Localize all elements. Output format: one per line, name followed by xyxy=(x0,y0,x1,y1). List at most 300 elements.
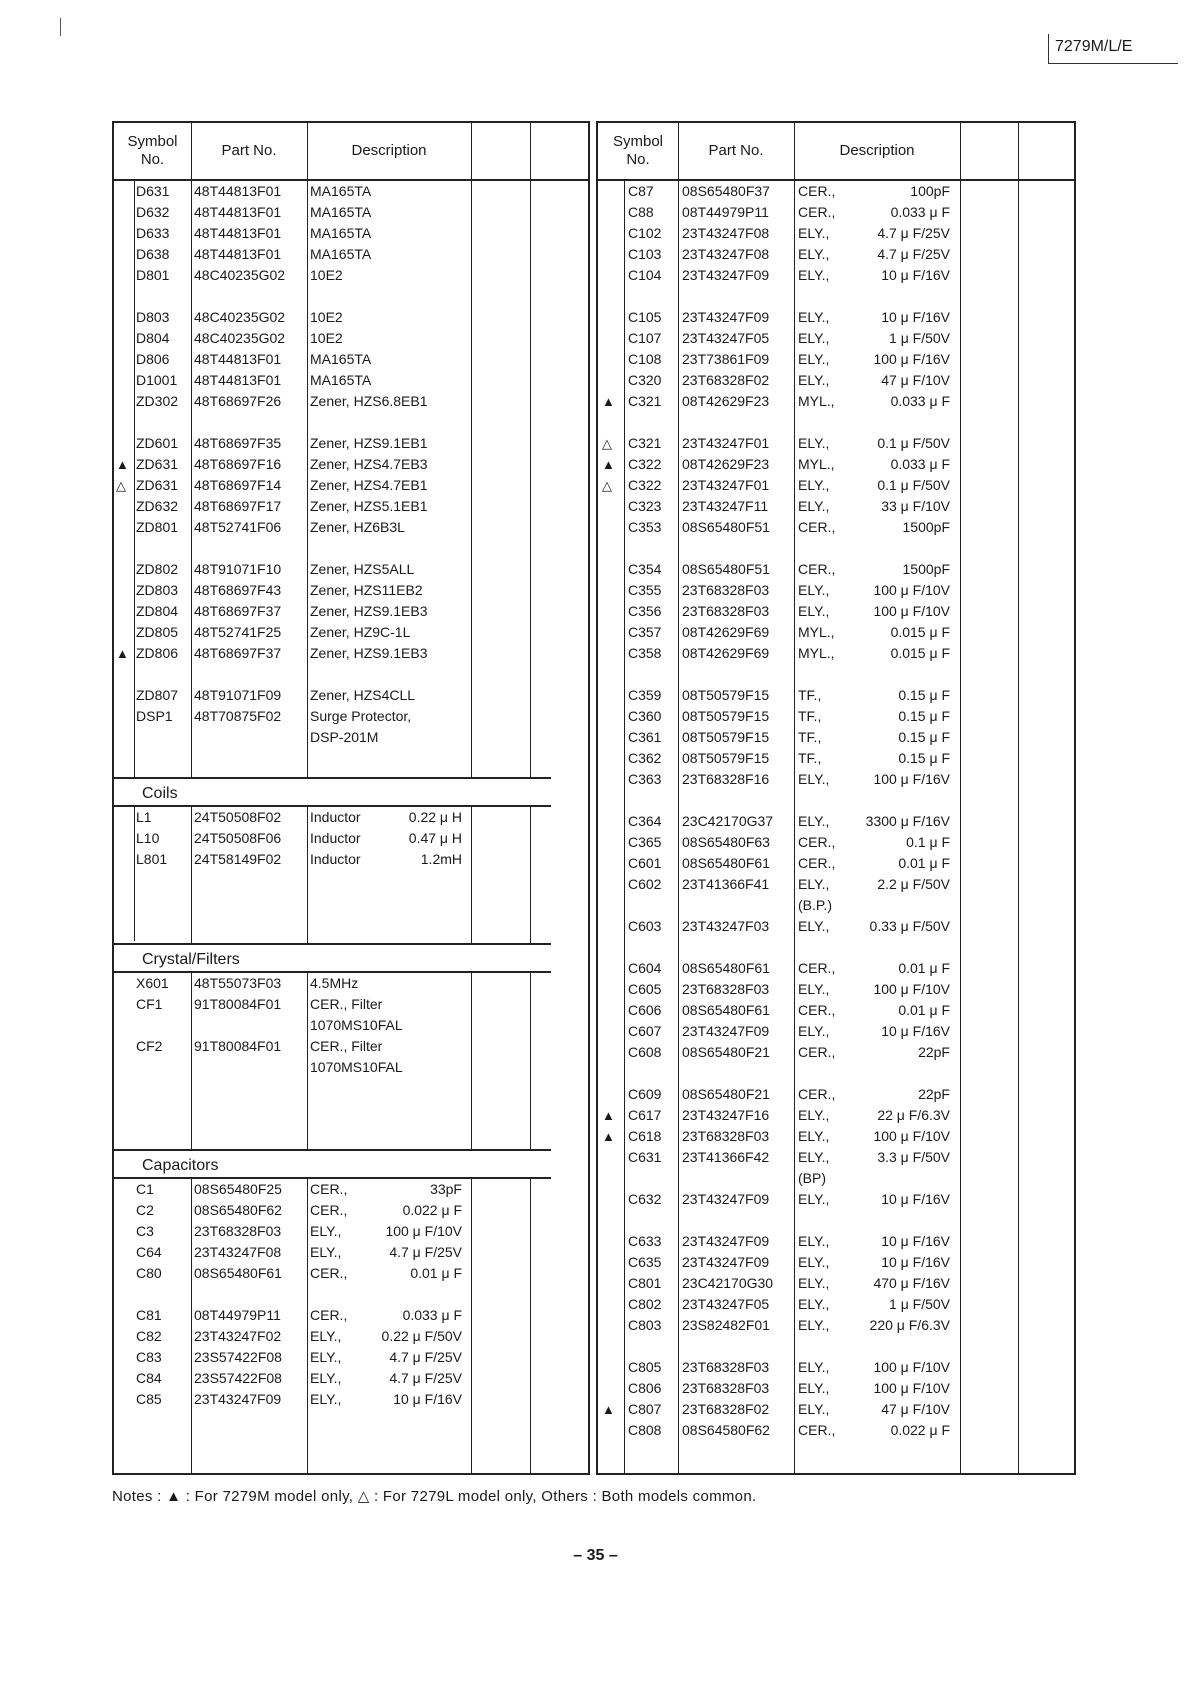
description-cell: MA165TA xyxy=(310,183,372,199)
description-cell: (B.P.) xyxy=(798,897,832,913)
symbol-cell: L1 xyxy=(136,809,152,825)
description-cell: CER., xyxy=(310,1202,348,1218)
table-row xyxy=(598,1168,1074,1189)
description-cell: CER., Filter xyxy=(310,996,383,1012)
table-row xyxy=(114,622,588,643)
symbol-cell: C85 xyxy=(136,1391,162,1407)
value-cell: 1.2mH xyxy=(420,851,462,867)
part-no-cell: 08T50579F15 xyxy=(682,750,770,766)
description-cell: ELY., xyxy=(798,1380,830,1396)
table-row xyxy=(598,244,1074,265)
table-row xyxy=(114,973,588,994)
symbol-cell: C322 xyxy=(628,456,662,472)
table-row xyxy=(114,475,588,496)
description-cell: MYL., xyxy=(798,645,835,661)
col-desc-header: Description xyxy=(839,142,915,159)
symbol-cell: C359 xyxy=(628,687,662,703)
symbol-cell: C363 xyxy=(628,771,662,787)
value-cell: 4.7 μ F/25V xyxy=(389,1370,462,1386)
description-cell: TF., xyxy=(798,750,822,766)
table-row xyxy=(598,1420,1074,1441)
description-cell: ELY., xyxy=(310,1391,342,1407)
description-cell: CER., xyxy=(798,183,836,199)
part-no-cell: 48T68697F16 xyxy=(194,456,282,472)
value-cell: 10 μ F/16V xyxy=(881,309,950,325)
value-cell: 100 μ F/16V xyxy=(873,771,950,787)
part-no-cell: 23T68328F03 xyxy=(682,1380,770,1396)
symbol-cell: C609 xyxy=(628,1086,662,1102)
part-no-cell: 48T44813F01 xyxy=(194,246,282,262)
part-no-cell: 23T43247F01 xyxy=(682,435,770,451)
table-row xyxy=(598,1378,1074,1399)
description-cell: ELY., xyxy=(798,981,830,997)
table-row xyxy=(114,828,588,849)
part-no-cell: 08T50579F15 xyxy=(682,708,770,724)
value-cell: 100 μ F/10V xyxy=(873,582,950,598)
part-no-cell: 08S65480F21 xyxy=(682,1044,770,1060)
value-cell: 0.47 μ H xyxy=(408,830,462,846)
description-cell: ELY., xyxy=(798,498,830,514)
description-cell: CER., xyxy=(798,1044,836,1060)
symbol-cell: C602 xyxy=(628,876,662,892)
description-cell: CER., xyxy=(798,204,836,220)
table-row xyxy=(598,1231,1074,1252)
part-no-cell: 23T43247F09 xyxy=(194,1391,282,1407)
part-no-cell: 23T68328F03 xyxy=(682,1128,770,1144)
symbol-cell: ZD801 xyxy=(136,519,179,535)
symbol-cell: CF1 xyxy=(136,996,163,1012)
description-cell: CER., xyxy=(798,855,836,871)
description-cell: 10E2 xyxy=(310,309,343,325)
symbol-cell: ZD805 xyxy=(136,624,179,640)
value-cell: 47 μ F/10V xyxy=(881,372,950,388)
part-no-cell: 23T68328F02 xyxy=(682,372,770,388)
part-no-cell: 48T91071F09 xyxy=(194,687,282,703)
table-row xyxy=(114,1284,588,1305)
symbol-cell: C102 xyxy=(628,225,662,241)
value-cell: 0.22 μ F/50V xyxy=(381,1328,462,1344)
description-cell: CER., Filter xyxy=(310,1038,383,1054)
table-row xyxy=(114,349,588,370)
description-cell: ELY., xyxy=(798,1317,830,1333)
part-no-cell: 23T73861F09 xyxy=(682,351,770,367)
value-cell: 33 μ F/10V xyxy=(881,498,950,514)
symbol-cell: C80 xyxy=(136,1265,162,1281)
part-no-cell: 24T50508F02 xyxy=(194,809,282,825)
value-cell: 100 μ F/10V xyxy=(873,1359,950,1375)
table-row xyxy=(598,790,1074,811)
symbol-cell: C1 xyxy=(136,1181,154,1197)
part-no-cell: 08T42629F23 xyxy=(682,456,770,472)
value-cell: 22pF xyxy=(918,1086,950,1102)
table-row xyxy=(598,223,1074,244)
model-label: 7279M/L/E xyxy=(1048,34,1178,64)
value-cell: 0.1 μ F xyxy=(906,834,950,850)
description-cell: TF., xyxy=(798,687,822,703)
part-no-cell: 23C42170G30 xyxy=(682,1275,774,1291)
description-cell: ELY., xyxy=(798,1149,830,1165)
description-cell: MA165TA xyxy=(310,351,372,367)
description-cell: ELY., xyxy=(310,1244,342,1260)
description-cell: CER., xyxy=(798,561,836,577)
symbol-cell: C104 xyxy=(628,267,662,283)
table-row xyxy=(598,979,1074,1000)
part-no-cell: 23T43247F11 xyxy=(682,498,769,514)
table-row xyxy=(598,454,1074,475)
symbol-cell: C606 xyxy=(628,1002,662,1018)
description-cell: 10E2 xyxy=(310,267,343,283)
part-no-cell: 48C40235G02 xyxy=(194,330,286,346)
description-cell: Zener, HZS9.1EB3 xyxy=(310,603,428,619)
symbol-cell: C322 xyxy=(628,477,662,493)
description-cell: TF., xyxy=(798,729,822,745)
symbol-cell: C603 xyxy=(628,918,662,934)
part-no-cell: 48T68697F37 xyxy=(194,645,282,661)
description-cell: CER., xyxy=(798,1002,836,1018)
symbol-cell: C604 xyxy=(628,960,662,976)
table-row xyxy=(114,1389,588,1410)
part-no-cell: 91T80084F01 xyxy=(194,996,282,1012)
part-no-cell: 23T43247F16 xyxy=(682,1107,770,1123)
description-cell: ELY., xyxy=(798,1254,830,1270)
description-cell: CER., xyxy=(798,519,836,535)
description-cell: MA165TA xyxy=(310,225,372,241)
table-header xyxy=(114,123,588,181)
table-row xyxy=(114,1057,588,1078)
value-cell: 4.7 μ F/25V xyxy=(389,1349,462,1365)
table-row xyxy=(598,580,1074,601)
description-cell: CER., xyxy=(798,1086,836,1102)
description-cell: Zener, HZS11EB2 xyxy=(310,582,423,598)
symbol-cell: D631 xyxy=(136,183,170,199)
description-cell: MA165TA xyxy=(310,246,372,262)
description-cell: TF., xyxy=(798,708,822,724)
table-row xyxy=(598,1315,1074,1336)
table-row xyxy=(598,559,1074,580)
table-row xyxy=(598,706,1074,727)
description-cell: ELY., xyxy=(798,1233,830,1249)
table-row xyxy=(114,727,588,748)
table-row xyxy=(598,748,1074,769)
value-cell: 10 μ F/16V xyxy=(881,1023,950,1039)
part-no-cell: 08S65480F63 xyxy=(682,834,770,850)
part-no-cell: 23S57422F08 xyxy=(194,1370,282,1386)
table-row xyxy=(598,412,1074,433)
table-row xyxy=(114,538,588,559)
table-row xyxy=(598,727,1074,748)
description-cell: ELY., xyxy=(798,603,830,619)
value-cell: 100 μ F/10V xyxy=(385,1223,462,1239)
symbol-cell: D1001 xyxy=(136,372,178,388)
description-cell: MYL., xyxy=(798,624,835,640)
symbol-cell: ZD601 xyxy=(136,435,179,451)
marker-icon: △ xyxy=(116,478,126,493)
part-no-cell: 08T44979P11 xyxy=(194,1307,281,1323)
table-row xyxy=(598,1357,1074,1378)
description-cell: Zener, HZS6.8EB1 xyxy=(310,393,428,409)
symbol-cell: C365 xyxy=(628,834,662,850)
symbol-cell: ZD632 xyxy=(136,498,179,514)
part-no-cell: 24T50508F06 xyxy=(194,830,282,846)
value-cell: 0.1 μ F/50V xyxy=(877,435,950,451)
table-row xyxy=(598,307,1074,328)
description-cell: CER., xyxy=(798,1422,836,1438)
description-cell: ELY., xyxy=(310,1223,342,1239)
marker-icon: ▲ xyxy=(602,1402,615,1417)
description-cell: ELY., xyxy=(798,1023,830,1039)
table-row xyxy=(114,412,588,433)
symbol-cell: ZD802 xyxy=(136,561,179,577)
value-cell: 1 μ F/50V xyxy=(889,1296,950,1312)
description-cell: Zener, HZS4CLL xyxy=(310,687,416,703)
part-no-cell: 23T43247F09 xyxy=(682,1254,770,1270)
symbol-cell: C805 xyxy=(628,1359,662,1375)
value-cell: 2.2 μ F/50V xyxy=(877,876,950,892)
value-cell: 100 μ F/10V xyxy=(873,603,950,619)
part-no-cell: 08S65480F25 xyxy=(194,1181,282,1197)
table-row xyxy=(598,1000,1074,1021)
part-no-cell: 08S65480F21 xyxy=(682,1086,770,1102)
part-no-cell: 23S82482F01 xyxy=(682,1317,770,1333)
part-no-cell: 08T42629F23 xyxy=(682,393,770,409)
table-row xyxy=(114,643,588,664)
symbol-cell: C64 xyxy=(136,1244,162,1260)
table-row xyxy=(114,1036,588,1057)
symbol-cell: ZD806 xyxy=(136,645,179,661)
value-cell: 22 μ F/6.3V xyxy=(877,1107,950,1123)
part-no-cell: 08T50579F15 xyxy=(682,687,770,703)
description-cell: Zener, HZS5.1EB1 xyxy=(310,498,428,514)
part-no-cell: 08T50579F15 xyxy=(682,729,770,745)
description-cell: 10E2 xyxy=(310,330,343,346)
symbol-cell: C364 xyxy=(628,813,662,829)
table-row xyxy=(598,286,1074,307)
table-row xyxy=(114,1347,588,1368)
description-cell: ELY., xyxy=(798,582,830,598)
value-cell: 0.033 μ F xyxy=(890,204,950,220)
value-cell: 4.7 μ F/25V xyxy=(389,1244,462,1260)
table-row xyxy=(598,265,1074,286)
part-no-cell: 24T58149F02 xyxy=(194,851,282,867)
symbol-cell: C617 xyxy=(628,1107,662,1123)
table-row xyxy=(598,853,1074,874)
symbol-cell: D632 xyxy=(136,204,170,220)
value-cell: 1500pF xyxy=(902,561,950,577)
table-row xyxy=(114,454,588,475)
description-cell: Inductor xyxy=(310,830,361,846)
part-no-cell: 23T68328F16 xyxy=(682,771,770,787)
part-no-cell: 08S65480F61 xyxy=(682,855,770,871)
part-no-cell: 48T44813F01 xyxy=(194,372,282,388)
table-row xyxy=(598,601,1074,622)
value-cell: 10 μ F/16V xyxy=(881,267,950,283)
table-row xyxy=(114,433,588,454)
value-cell: 3.3 μ F/50V xyxy=(877,1149,950,1165)
value-cell: 0.022 μ F xyxy=(402,1202,462,1218)
table-row xyxy=(114,265,588,286)
page-number: – 35 – xyxy=(573,1547,618,1564)
symbol-cell: ZD807 xyxy=(136,687,179,703)
table-row xyxy=(114,601,588,622)
symbol-cell: C806 xyxy=(628,1380,662,1396)
symbol-cell: C103 xyxy=(628,246,662,262)
description-cell: Inductor xyxy=(310,809,361,825)
symbol-cell: C618 xyxy=(628,1128,662,1144)
table-row xyxy=(598,622,1074,643)
value-cell: 0.015 μ F xyxy=(890,645,950,661)
part-no-cell: 48T68697F14 xyxy=(194,477,282,493)
table-row xyxy=(598,664,1074,685)
symbol-cell: ZD631 xyxy=(136,456,179,472)
table-row xyxy=(598,1126,1074,1147)
part-no-cell: 23S57422F08 xyxy=(194,1349,282,1365)
symbol-cell: C321 xyxy=(628,435,662,451)
table-row xyxy=(598,475,1074,496)
table-row xyxy=(598,937,1074,958)
description-cell: ELY., xyxy=(798,1359,830,1375)
table-row xyxy=(114,1179,588,1200)
table-row xyxy=(114,517,588,538)
table-row xyxy=(598,685,1074,706)
symbol-cell: C631 xyxy=(628,1149,662,1165)
parts-table-right xyxy=(596,121,1076,1475)
value-cell: 0.01 μ F xyxy=(898,1002,950,1018)
value-cell: 0.015 μ F xyxy=(890,624,950,640)
table-row xyxy=(598,433,1074,454)
table-row xyxy=(598,370,1074,391)
table-row xyxy=(114,244,588,265)
section-title: Capacitors xyxy=(114,1149,551,1179)
symbol-cell: C357 xyxy=(628,624,662,640)
symbol-cell: C360 xyxy=(628,708,662,724)
table-row xyxy=(114,1015,588,1036)
symbol-cell: C88 xyxy=(628,204,654,220)
symbol-cell: C607 xyxy=(628,1023,662,1039)
part-no-cell: 23T43247F08 xyxy=(682,225,770,241)
description-cell: ELY., xyxy=(798,477,830,493)
part-no-cell: 23T43247F09 xyxy=(682,1023,770,1039)
value-cell: 4.7 μ F/25V xyxy=(877,246,950,262)
table-row xyxy=(114,202,588,223)
description-cell: ELY., xyxy=(798,918,830,934)
table-row xyxy=(114,1368,588,1389)
table-row xyxy=(114,286,588,307)
part-no-cell: 48T55073F03 xyxy=(194,975,282,991)
symbol-cell: C802 xyxy=(628,1296,662,1312)
description-cell: ELY., xyxy=(798,1401,830,1417)
value-cell: 10 μ F/16V xyxy=(881,1233,950,1249)
col-symbol-header: Symbol No. xyxy=(612,133,664,168)
description-cell: Zener, HZS9.1EB1 xyxy=(310,435,428,451)
table-row xyxy=(598,1147,1074,1168)
table-row xyxy=(598,1021,1074,1042)
description-cell: Zener, HZS9.1EB3 xyxy=(310,645,428,661)
table-row xyxy=(114,1221,588,1242)
part-no-cell: 48T68697F17 xyxy=(194,498,282,514)
symbol-cell: C83 xyxy=(136,1349,162,1365)
value-cell: 0.15 μ F xyxy=(898,708,950,724)
description-cell: 4.5MHz xyxy=(310,975,359,991)
part-no-cell: 23T43247F08 xyxy=(682,246,770,262)
description-cell: ELY., xyxy=(798,309,830,325)
part-no-cell: 08T42629F69 xyxy=(682,624,770,640)
table-row xyxy=(114,706,588,727)
table-header xyxy=(598,123,1074,181)
symbol-cell: D801 xyxy=(136,267,170,283)
marker-icon: ▲ xyxy=(602,1108,615,1123)
part-no-cell: 23T68328F03 xyxy=(682,981,770,997)
table-row xyxy=(598,328,1074,349)
description-cell: ELY., xyxy=(798,246,830,262)
part-no-cell: 08S65480F61 xyxy=(682,1002,770,1018)
table-row xyxy=(114,849,588,870)
table-row xyxy=(114,1200,588,1221)
description-cell: Surge Protector, xyxy=(310,708,412,724)
value-cell: 0.1 μ F/50V xyxy=(877,477,950,493)
table-row xyxy=(114,685,588,706)
col-desc-header: Description xyxy=(351,142,427,159)
table-row xyxy=(598,1084,1074,1105)
part-no-cell: 23T43247F01 xyxy=(682,477,770,493)
description-cell: ELY., xyxy=(798,351,830,367)
value-cell: 1500pF xyxy=(902,519,950,535)
description-cell: ELY., xyxy=(798,435,830,451)
description-cell: CER., xyxy=(310,1307,348,1323)
part-no-cell: 23T68328F03 xyxy=(682,603,770,619)
part-no-cell: 48T44813F01 xyxy=(194,183,282,199)
description-cell: Zener, HZ6B3L xyxy=(310,519,405,535)
value-cell: 0.15 μ F xyxy=(898,729,950,745)
part-no-cell: 08S65480F62 xyxy=(194,1202,282,1218)
table-row xyxy=(598,1336,1074,1357)
symbol-cell: C3 xyxy=(136,1223,154,1239)
table-row xyxy=(598,1399,1074,1420)
part-no-cell: 08S65480F37 xyxy=(682,183,770,199)
value-cell: 4.7 μ F/25V xyxy=(877,225,950,241)
part-no-cell: 48T68697F37 xyxy=(194,603,282,619)
table-row xyxy=(598,517,1074,538)
description-cell: MYL., xyxy=(798,393,835,409)
description-cell: Zener, HZS5ALL xyxy=(310,561,415,577)
symbol-cell: C803 xyxy=(628,1317,662,1333)
part-no-cell: 23T43247F02 xyxy=(194,1328,282,1344)
value-cell: 47 μ F/10V xyxy=(881,1401,950,1417)
value-cell: 0.033 μ F xyxy=(402,1307,462,1323)
symbol-cell: C608 xyxy=(628,1044,662,1060)
value-cell: 22pF xyxy=(918,1044,950,1060)
symbol-cell: C635 xyxy=(628,1254,662,1270)
symbol-cell: X601 xyxy=(136,975,169,991)
table-row xyxy=(114,1263,588,1284)
part-no-cell: 23T43247F05 xyxy=(682,330,770,346)
part-no-cell: 23T43247F09 xyxy=(682,267,770,283)
table-row xyxy=(114,181,588,202)
part-no-cell: 48T68697F26 xyxy=(194,393,282,409)
part-no-cell: 08S65480F51 xyxy=(682,561,770,577)
symbol-cell: C601 xyxy=(628,855,662,871)
description-cell: ELY., xyxy=(310,1349,342,1365)
table-row xyxy=(114,1242,588,1263)
value-cell: 0.15 μ F xyxy=(898,687,950,703)
part-no-cell: 48T44813F01 xyxy=(194,351,282,367)
part-no-cell: 23T43247F09 xyxy=(682,1191,770,1207)
description-cell: DSP-201M xyxy=(310,729,379,745)
marker-icon: △ xyxy=(602,436,612,451)
table-row xyxy=(598,958,1074,979)
symbol-cell: D806 xyxy=(136,351,170,367)
part-no-cell: 08S65480F61 xyxy=(682,960,770,976)
col-part-header: Part No. xyxy=(708,142,764,159)
